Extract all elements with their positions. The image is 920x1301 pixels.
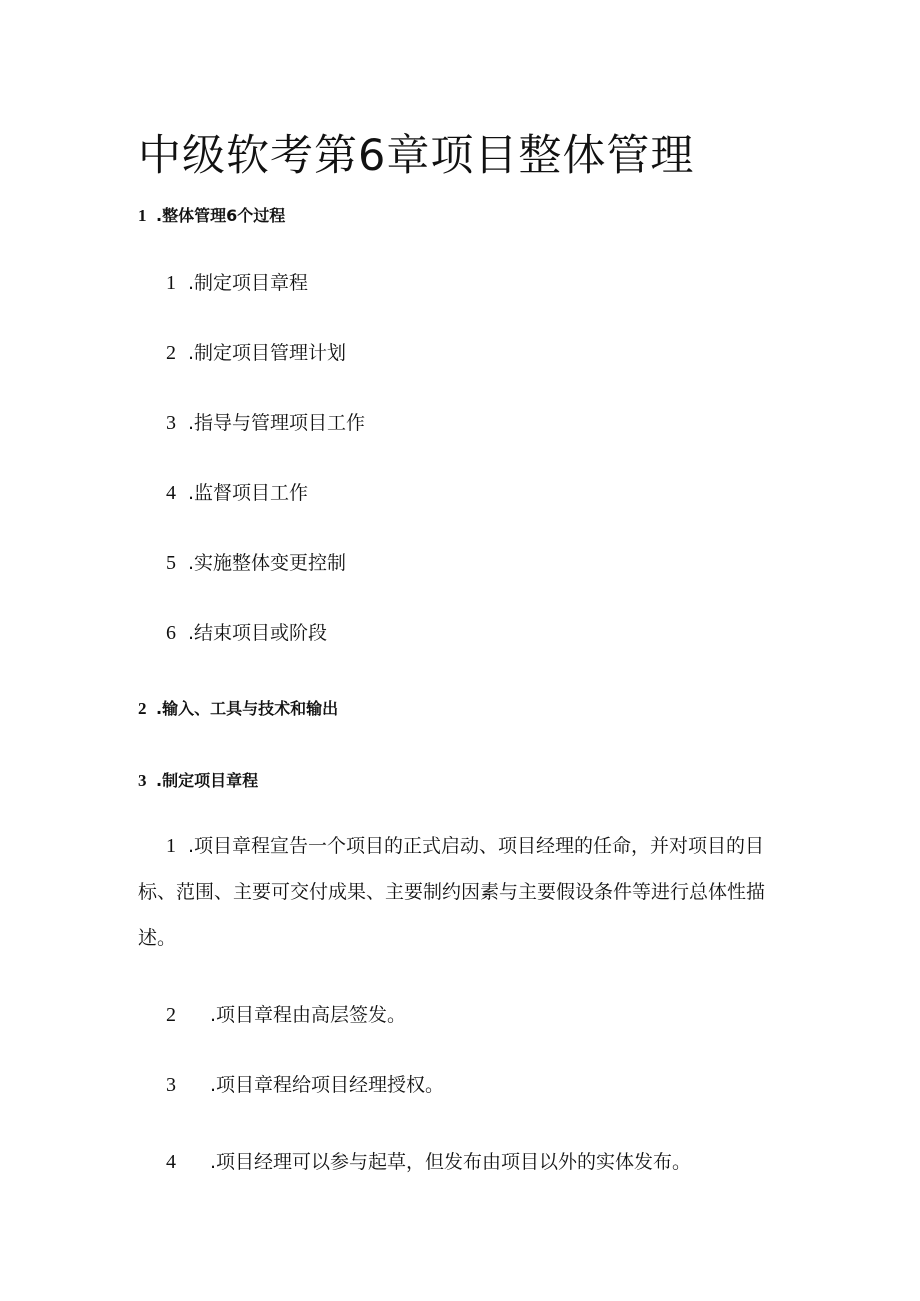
item-number: 2 xyxy=(166,342,176,364)
document-title: 中级软考第6章项目整体管理 xyxy=(138,131,695,181)
item-text: .项目章程由高层签发。 xyxy=(210,1004,407,1026)
item-number: 1 xyxy=(166,835,176,857)
process-item-3 xyxy=(166,408,365,435)
item-number: 4 xyxy=(166,1151,176,1173)
item-text: .制定项目管理计划 xyxy=(188,342,347,364)
process-item-2 xyxy=(166,338,346,365)
section-heading-2 xyxy=(138,696,338,719)
item-number: 3 xyxy=(166,412,176,434)
section-text: .整体管理6个过程 xyxy=(156,206,286,225)
section-number: 1 xyxy=(138,206,147,225)
item-text: .实施整体变更控制 xyxy=(188,552,347,574)
section-number: 3 xyxy=(138,771,147,790)
section-heading-1 xyxy=(138,203,285,226)
item-text: .项目经理可以参与起草，但发布由项目以外的实体发布。 xyxy=(210,1151,692,1173)
charter-point-3 xyxy=(166,1070,444,1097)
item-text: .监督项目工作 xyxy=(188,482,309,504)
process-item-1 xyxy=(166,268,308,295)
process-item-5 xyxy=(166,548,346,575)
process-item-6 xyxy=(166,618,327,645)
item-number: 6 xyxy=(166,622,176,644)
item-number: 3 xyxy=(166,1074,176,1096)
item-text: .制定项目章程 xyxy=(188,272,309,294)
item-number: 4 xyxy=(166,482,176,504)
item-text: .指导与管理项目工作 xyxy=(188,412,366,434)
item-text: .结束项目或阶段 xyxy=(188,622,328,644)
section-text: .输入、工具与技术和输出 xyxy=(156,699,339,718)
item-number: 5 xyxy=(166,552,176,574)
charter-point-4 xyxy=(166,1147,691,1174)
charter-point-1 xyxy=(138,823,788,961)
item-number: 2 xyxy=(166,1004,176,1026)
process-item-4 xyxy=(166,478,308,505)
item-number: 1 xyxy=(166,272,176,294)
item-text: .项目章程宣告一个项目的正式启动、项目经理的任命，并对项目的目标、范围、主要可交付成果、主要制约因素与主要假设条件等进行总体性描述。 xyxy=(138,835,766,949)
section-heading-3 xyxy=(138,768,258,791)
section-number: 2 xyxy=(138,699,147,718)
charter-point-2 xyxy=(166,1000,406,1027)
item-text: .项目章程给项目经理授权。 xyxy=(210,1074,445,1096)
section-text: .制定项目章程 xyxy=(156,771,259,790)
